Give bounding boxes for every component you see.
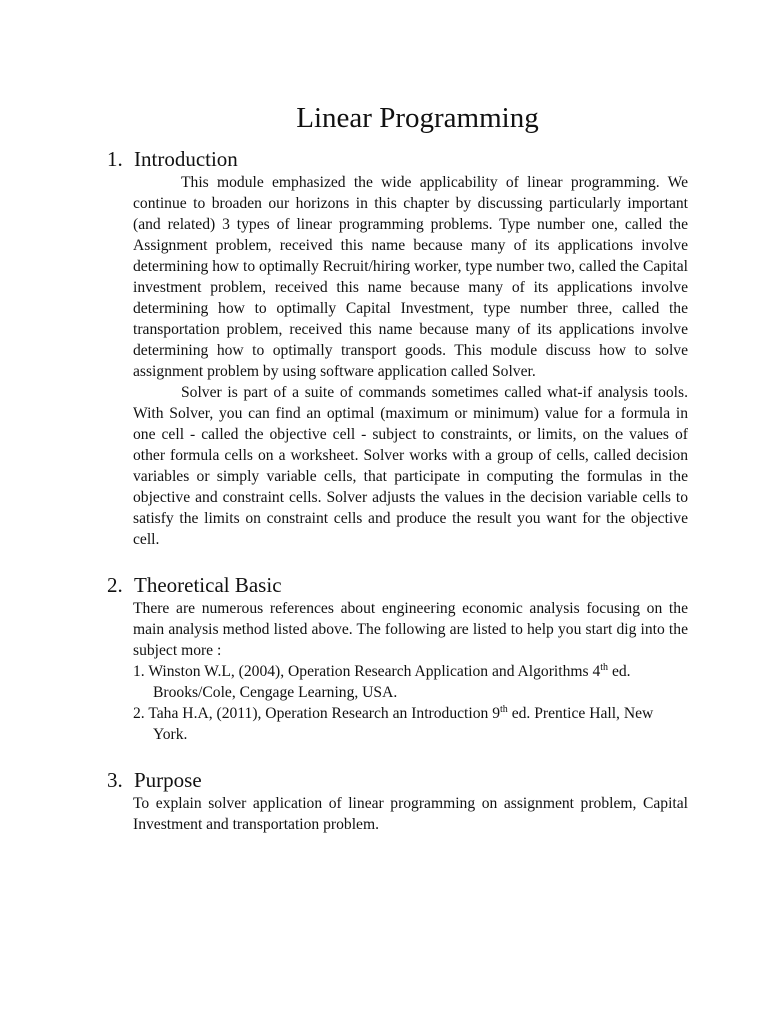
section-title: Introduction	[134, 147, 238, 171]
section-number: 2.	[107, 573, 123, 597]
section-body	[133, 172, 688, 550]
paragraph: There are numerous references about engineering economic analysis focusing on the main analysis method listed above. The following are listed to help you start dig into the subject more :	[133, 600, 688, 659]
section-theoretical-basic	[107, 572, 688, 745]
paragraph: Solver is part of a suite of commands sometimes called what-if analysis tools. With Solver, you can find an optimal (maximum or minimum) value for a formula in one cell - called the objective cell - subject to constraints, or limits, on the values of other formula cells on a worksheet. Solver works with a group of cells, called decision variables or simply variable cells, that participate in computing the formulas in the objective and constraint cells. Solver adjusts the values in the decision variable cells to satisfy the limits on constraint cells and produce the result you want for the objective cell.	[133, 384, 688, 548]
section-number: 1.	[107, 147, 123, 171]
reference-text: ed. Prentice Hall, New York.	[153, 705, 654, 743]
section-title: Theoretical Basic	[134, 573, 282, 597]
reference-number: 1.	[133, 663, 145, 680]
reference-text: Winston W.L, (2004), Operation Research Application and Algorithms 4	[148, 663, 601, 680]
section-heading	[107, 767, 688, 793]
section-purpose	[107, 767, 688, 835]
reference-text: ed. Brooks/Cole, Cengage Learning, USA.	[153, 663, 631, 701]
paragraph: To explain solver application of linear programming on assignment problem, Capital Investment and transportation problem.	[133, 795, 688, 833]
section-introduction	[107, 146, 688, 550]
reference-list	[133, 661, 688, 745]
paragraph: This module emphasized the wide applicability of linear programming. We continue to broaden our horizons in this chapter by discussing particularly important (and related) 3 types of linear programming problems. Type number one, called the Assignment problem, received this name because many of its applications involve determining how to optimally Recruit/hiring worker, type number two, called the Capital investment problem, received this name because many of its applications involve determining how to optimally Capital Investment, type number three, called the transportation problem, received this name because many of its applications involve determining how to optimally transport goods. This module discuss how to solve assignment problem by using software application called Solver.	[133, 174, 688, 380]
section-heading	[107, 572, 688, 598]
section-body	[133, 598, 688, 745]
reference-text: Taha H.A, (2011), Operation Research an Introduction 9	[148, 705, 501, 722]
section-heading	[107, 146, 688, 172]
section-body	[133, 793, 688, 835]
reference-item	[133, 661, 688, 703]
document-title: Linear Programming	[296, 102, 539, 134]
section-number: 3.	[107, 768, 123, 792]
section-title: Purpose	[134, 768, 202, 792]
superscript: th	[500, 703, 508, 715]
superscript: th	[600, 661, 609, 673]
reference-number: 2.	[133, 705, 145, 722]
reference-item	[133, 703, 688, 745]
